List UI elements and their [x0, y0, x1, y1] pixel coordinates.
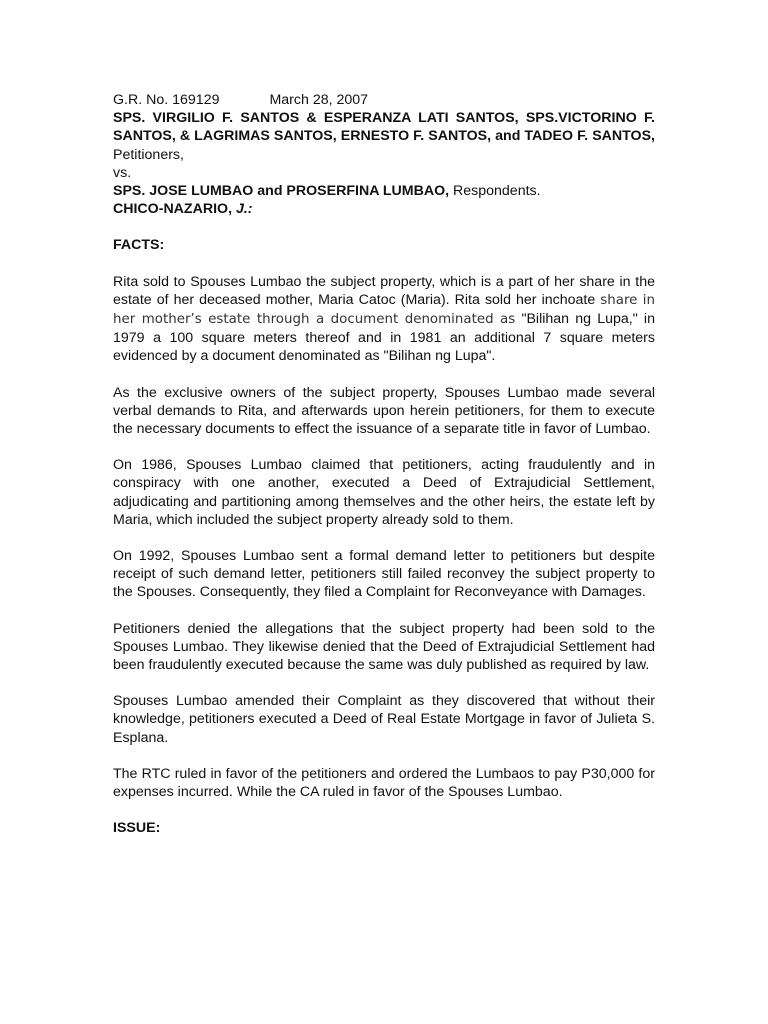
facts-paragraph-5: Petitioners denied the allegations that the subject property had been sold to the Spouses Lumbao. They likewise denied that the Deed of Extrajudicial Settlement had been fraudulently executed because the same was duly published as required by law. [113, 620, 655, 674]
case-header-line [113, 91, 655, 109]
issue-heading: ISSUE: [113, 820, 161, 837]
case-number: G.R. No. 169129 [113, 92, 220, 108]
p1-text-a: Rita sold to Spouses Lumbao the subject property, which is a part of her share in the estate of her deceased mother, Maria Catoc (Maria). Rita sold her inchoate [113, 273, 655, 308]
respondents-block [113, 182, 655, 200]
facts-paragraph-7: The RTC ruled in favor of the petitioners and ordered the Lumbaos to pay P30,000 for expenses incurred. While the CA ruled in favor of the Spouses Lumbao. [113, 765, 655, 801]
document-page [113, 91, 655, 838]
p1-text-b: share in her mother’s estate through a document denominated as [113, 292, 655, 328]
facts-paragraph-4: On 1992, Spouses Lumbao sent a formal demand letter to petitioners but despite receipt of such demand letter, petitioners still failed reconvey the subject property to the Spouses. Consequently, they filed a Complaint for Reconveyance with Damages. [113, 548, 655, 601]
facts-paragraph-1 [113, 273, 655, 366]
petitioner-names: SPS. VIRGILIO F. SANTOS & ESPERANZA LATI SANTOS, SPS.VICTORINO F. SANTOS, & LAGRIMAS SANTOS, ERNESTO F. SANTOS, and TADEO F. SANTOS, [113, 110, 655, 145]
facts-paragraph-6: Spouses Lumbao amended their Complaint as they discovered that without their knowledge, petitioners executed a Deed of Real Estate Mortgage in favor of Julieta S. Esplana. [113, 693, 655, 746]
case-date: March 28, 2007 [269, 92, 369, 108]
respondent-names: SPS. JOSE LUMBAO and PROSERFINA LUMBAO, [113, 183, 450, 200]
petitioners-block [113, 109, 655, 164]
facts-paragraph-3: On 1986, Spouses Lumbao claimed that petitioners, acting fraudulently and in conspiracy with one another, executed a Deed of Extrajudicial Settlement, adjudicating and partitioning among themselves and the other heirs, the estate left by Maria, which included the subject property already sold to them. [113, 457, 655, 528]
respondents-label: Respondents. [453, 183, 541, 200]
versus-text: vs. [113, 164, 132, 181]
facts-heading: FACTS: [113, 237, 165, 254]
ponente-name: CHICO-NAZARIO, [113, 201, 233, 218]
ponente-line [113, 200, 655, 218]
petitioners-label: Petitioners, [113, 146, 184, 163]
p1-text-c: "Bilihan ng Lupa," in 1979 a 100 square meters thereof and in 1981 an additional 7 square meters evidenced by a document denominated as "Bilihan ng Lupa". [113, 311, 655, 365]
ponente-title: J.: [235, 201, 253, 218]
facts-paragraph-2: As the exclusive owners of the subject property, Spouses Lumbao made several verbal demands to Rita, and afterwards upon herein petitioners, for them to execute the necessary documents to effect the issuance of a separate title in favor of Lumbao. [113, 384, 655, 438]
